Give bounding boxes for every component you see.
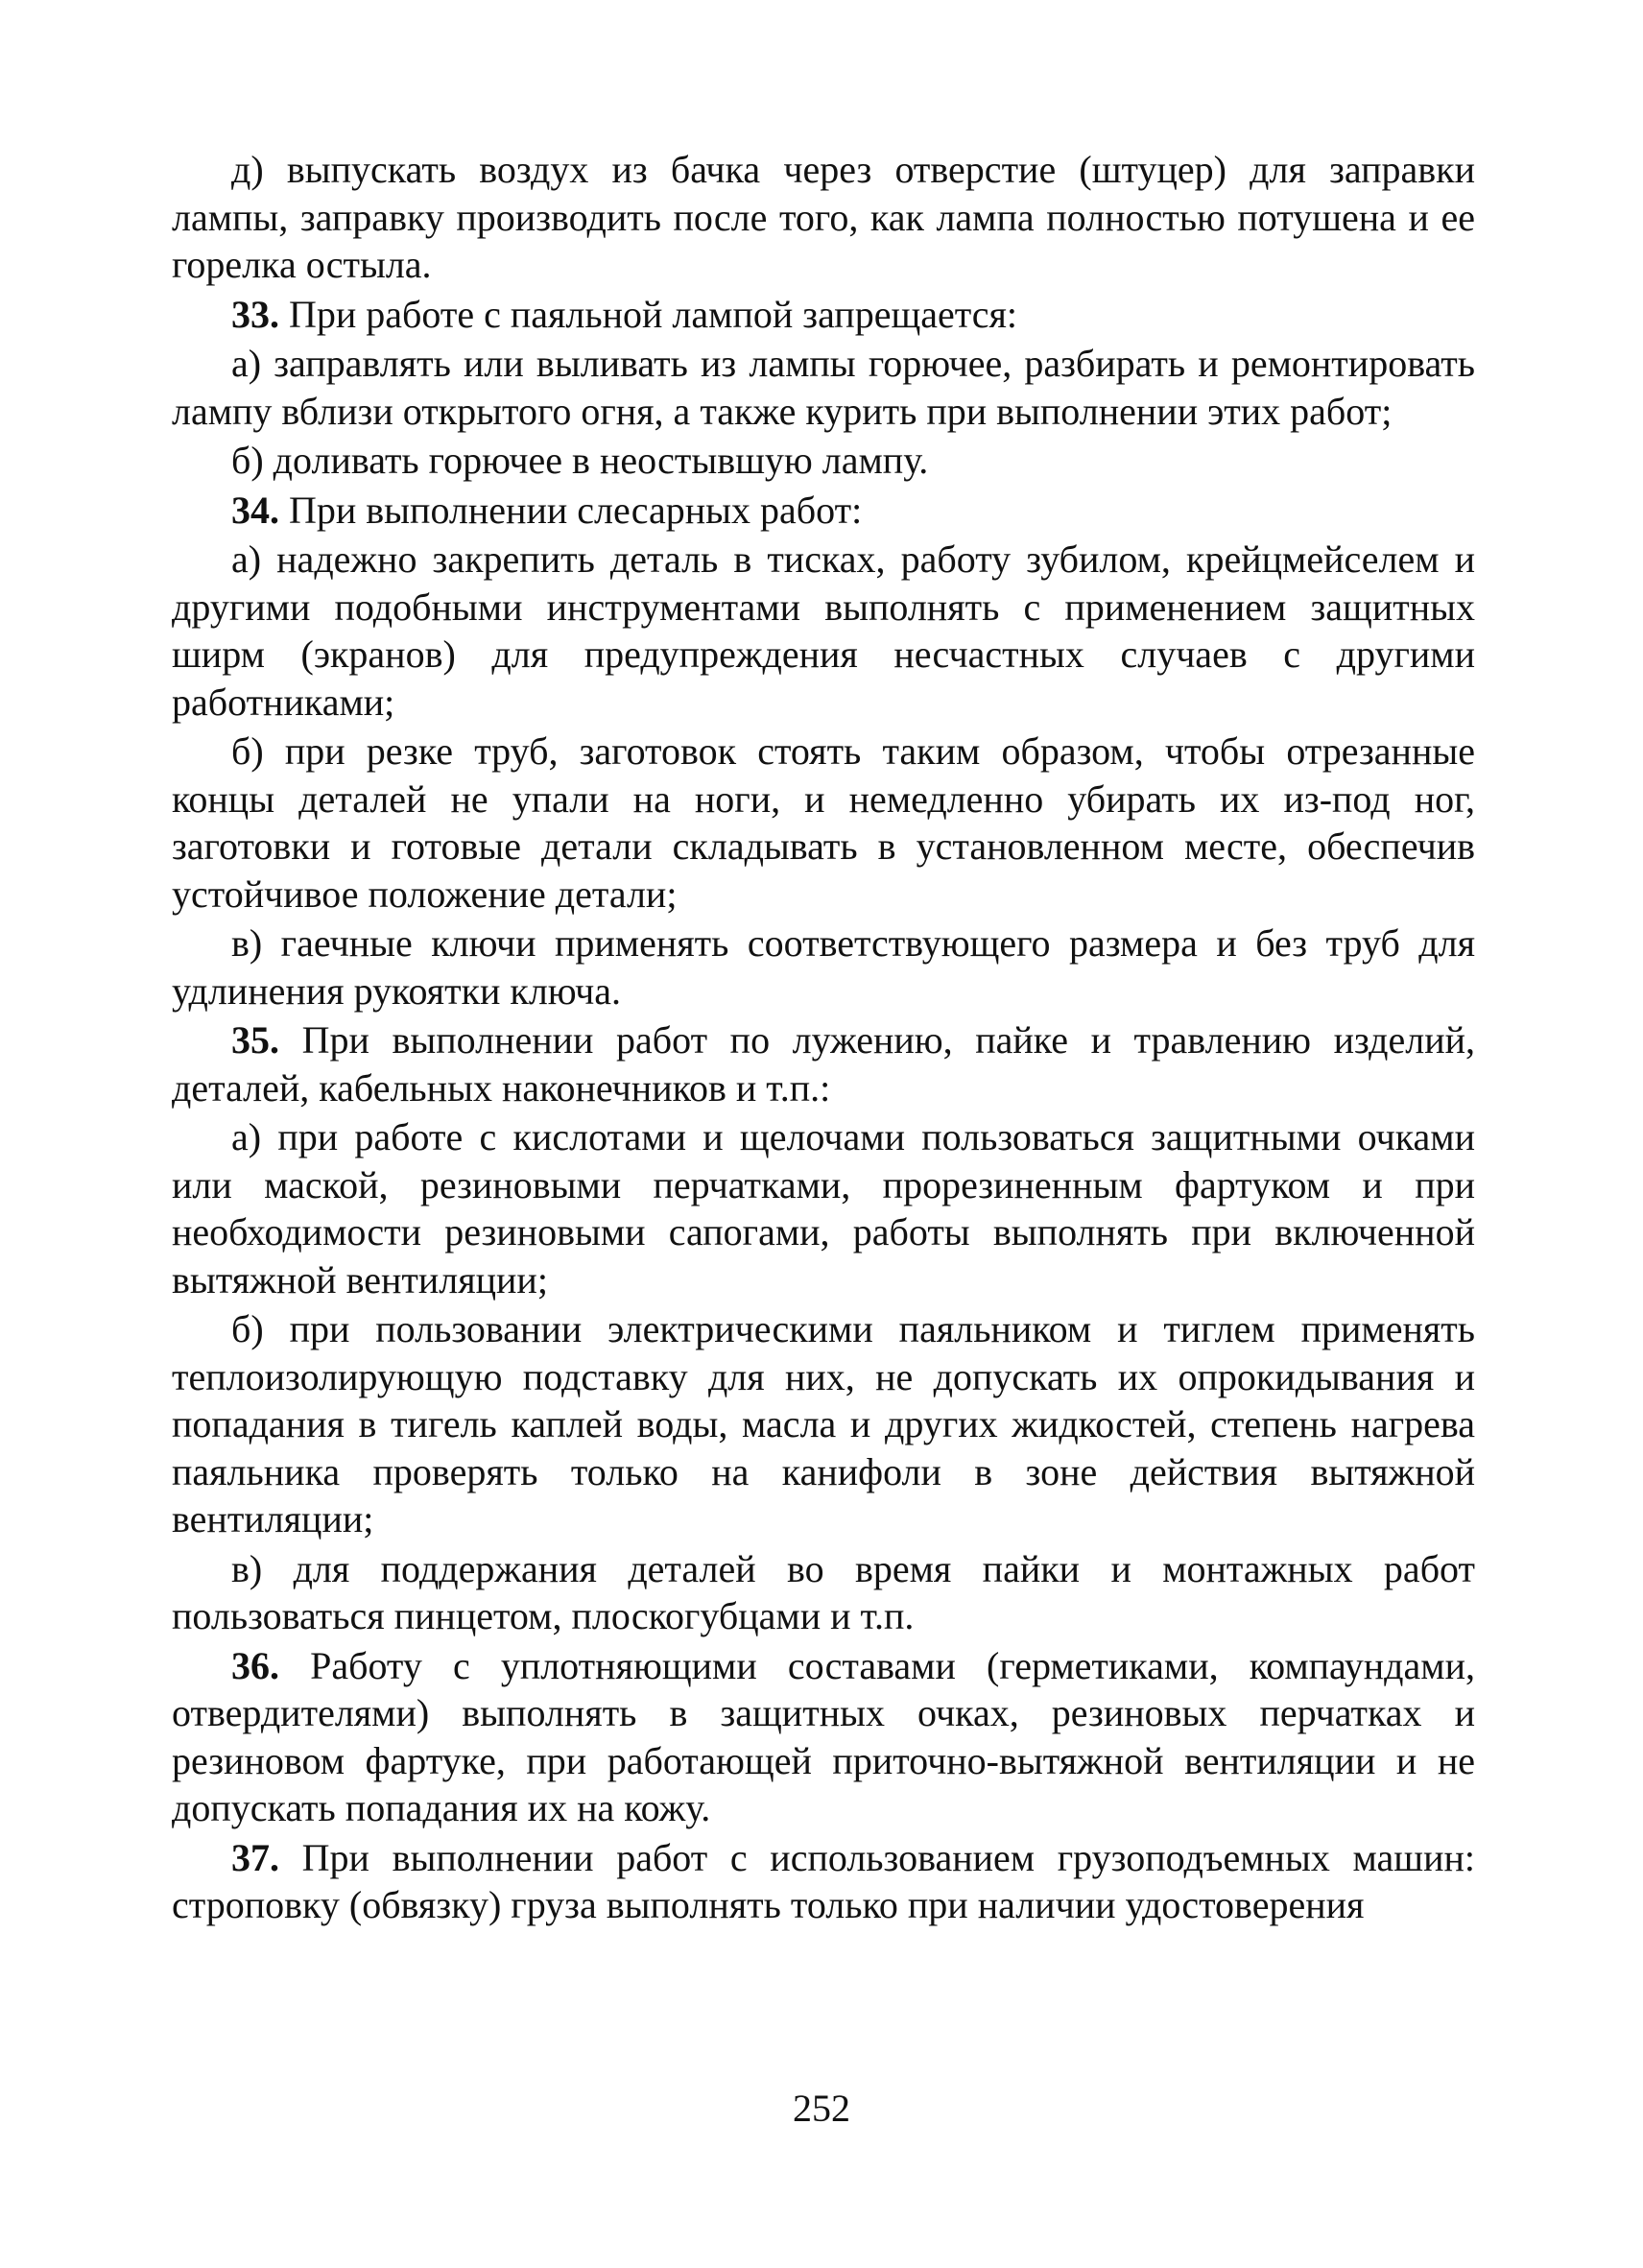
paragraph-33 (172, 291, 1475, 339)
paragraph-37 (172, 1834, 1475, 1929)
clause-number: 37. (231, 1835, 279, 1879)
paragraph-35c: в) для поддержания деталей во время пайки и монтажных работ пользоваться пинцетом, плоскогубцами и т.п. (172, 1546, 1475, 1637)
paragraph-32d: д) выпускать воздух из бачка через отверстие (штуцер) для заправки лампы, заправку производить после того, как лампа полностью потушена и ее горелка остыла. (172, 148, 1475, 286)
clause-text: При выполнении работ по лужению, пайке и травлению изделий, деталей, кабельных наконечников и т.п.: (172, 1018, 1475, 1110)
paragraph-35b: б) при пользовании электрическими паяльником и тиглем применять теплоизолирующую подставку для них, не допускать их опрокидывания и попадания в тигель каплей воды, масла и других жидкостей, степень нагрева паяльника проверять только на канифоли в зоне действия вытяжной вентиляции; (172, 1307, 1475, 1540)
clause-text: Работу с уплотняющими составами (герметиками, компаундами, отвердителями) выполнять в защитных очках, резиновых перчатках и резиновом фартуке, при работающей приточно-вытяжной вентиляции и не допускать попадания их на кожу. (172, 1643, 1475, 1829)
paragraph-33b: б) доливать горючее в неостывшую лампу. (231, 439, 929, 482)
clause-text: При работе с паяльной лампой запрещается: (279, 292, 1018, 336)
clause-number: 35. (231, 1018, 279, 1062)
paragraph-35a: а) при работе с кислотами и щелочами пользоваться защитными очками или маской, резиновыми перчатками, прорезиненным фартуком и при необходимости резиновыми сапогами, работы выполнять при включенной вытяжной вентиляции; (172, 1115, 1475, 1301)
clause-text: При выполнении работ с использованием грузоподъемных машин: строповку (обвязку) груза выполнять только при наличии удостоверения (172, 1835, 1475, 1926)
page-number: 252 (793, 2087, 850, 2130)
paragraph-34a: а) надежно закрепить деталь в тисках, работу зубилом, крейцмейселем и другими подобными инструментами выполнять с применением защитных ширм (экранов) для предупреждения несчастных случаев с другими работниками; (172, 537, 1475, 724)
paragraph-34 (172, 487, 1475, 535)
paragraph-34b: б) при резке труб, заготовок стоять таким образом, чтобы отрезанные концы деталей не упали на ноги, и немедленно убирать их из-под ног, заготовки и готовые детали складывать в установленном месте, обеспечив устойчивое положение детали; (172, 729, 1475, 916)
paragraph-35 (172, 1016, 1475, 1111)
paragraph-36 (172, 1642, 1475, 1832)
paragraph-33a: а) заправлять или выливать из лампы горючее, разбирать и ремонтировать лампу вблизи открытого огня, а также курить при выполнении этих работ; (172, 342, 1475, 433)
paragraph-34c: в) гаечные ключи применять соответствующего размера и без труб для удлинения рукоятки ключа. (172, 921, 1475, 1013)
clause-number: 36. (231, 1643, 279, 1687)
clause-number: 34. (231, 488, 279, 532)
clause-text: При выполнении слесарных работ: (279, 488, 863, 532)
page-body (172, 146, 1475, 1931)
clause-number: 33. (231, 292, 279, 336)
